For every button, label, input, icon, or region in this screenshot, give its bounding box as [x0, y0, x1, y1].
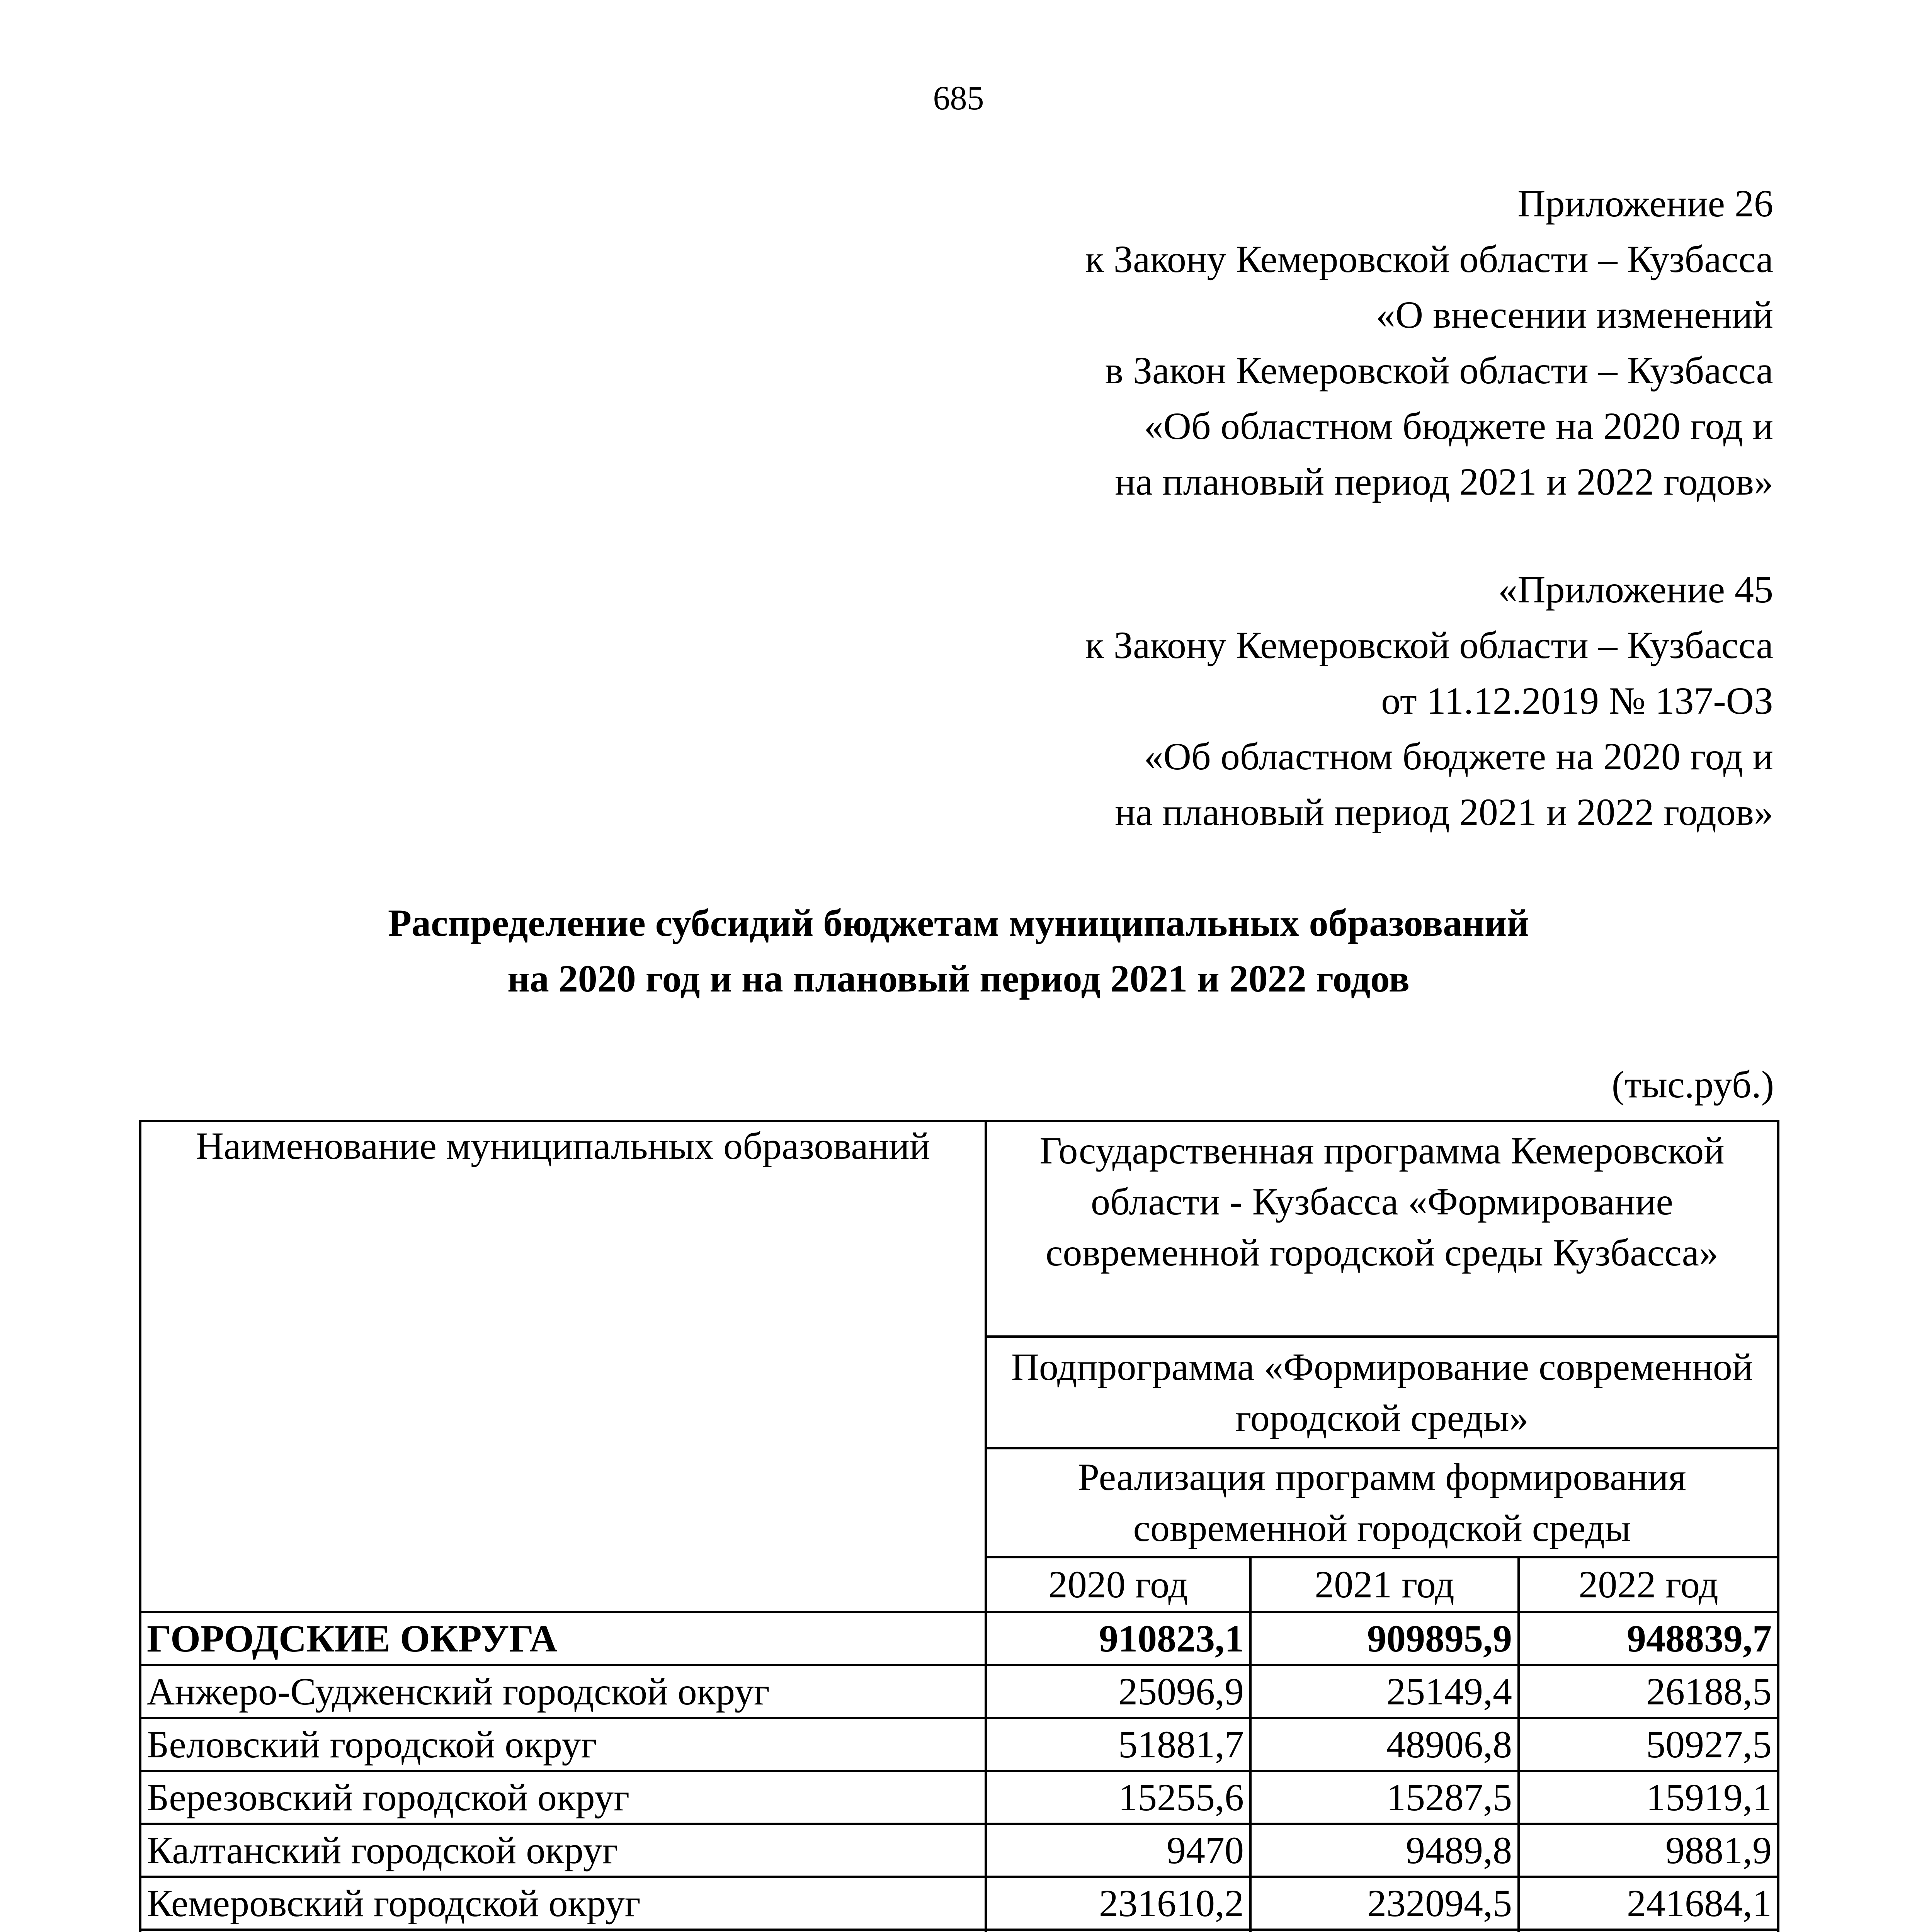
- municipality-name: Кемеровский городской округ: [140, 1877, 986, 1930]
- title-line: на 2020 год и на плановый период 2021 и 2022 годов: [507, 957, 1410, 1000]
- value-2021: 25149,4: [1250, 1665, 1519, 1718]
- title-line: Распределение субсидий бюджетам муниципальных образований: [388, 901, 1529, 944]
- subsidies-table: [139, 1120, 1779, 1932]
- value-2022: 50927,5: [1519, 1718, 1778, 1771]
- value-2022: [1519, 1930, 1778, 1932]
- appendix-line: к Закону Кемеровской области – Кузбасса: [1085, 238, 1773, 281]
- value-2021: 9489,8: [1250, 1824, 1519, 1877]
- table-row: [140, 1930, 1778, 1932]
- appendix-heading-current: [1085, 176, 1773, 510]
- value-2022: 26188,5: [1519, 1665, 1778, 1718]
- appendix-line: «Приложение 45: [1498, 568, 1773, 611]
- column-header-year-2022: 2022 год: [1519, 1557, 1778, 1612]
- appendix-line: «О внесении изменений: [1376, 293, 1773, 336]
- value-2020: 231610,2: [986, 1877, 1250, 1930]
- units-label: (тыс.руб.): [1611, 1063, 1774, 1106]
- appendix-line: в Закон Кемеровской области – Кузбасса: [1105, 349, 1773, 392]
- table-row: [140, 1771, 1778, 1824]
- table-row: [140, 1824, 1778, 1877]
- total-value-2021: 909895,9: [1250, 1612, 1519, 1665]
- column-header-program: Государственная программа Кемеровской области - Кузбасса «Формирование современной городской среды Кузбасса»: [986, 1121, 1778, 1337]
- value-2020: 25096,9: [986, 1665, 1250, 1718]
- value-2021: 48906,8: [1250, 1718, 1519, 1771]
- appendix-line: «Об областном бюджете на 2020 год и: [1144, 735, 1773, 778]
- page-number: 685: [933, 80, 984, 117]
- total-value-2020: 910823,1: [986, 1612, 1250, 1665]
- value-2020: 15255,6: [986, 1771, 1250, 1824]
- total-name: ГОРОДСКИЕ ОКРУГА: [140, 1612, 986, 1665]
- appendix-line: на плановый период 2021 и 2022 годов»: [1115, 791, 1773, 833]
- column-header-implementation: Реализация программ формирования современной городской среды: [986, 1448, 1778, 1557]
- value-2022: 241684,1: [1519, 1877, 1778, 1930]
- value-2022: 15919,1: [1519, 1771, 1778, 1824]
- appendix-heading-original: [1085, 562, 1773, 840]
- appendix-line: Приложение 26: [1517, 182, 1773, 225]
- document-title: [0, 895, 1917, 1007]
- municipality-name: Беловский городской округ: [140, 1718, 986, 1771]
- appendix-line: «Об областном бюджете на 2020 год и: [1144, 405, 1773, 447]
- column-header-subprogram: Подпрограмма «Формирование современной городской среды»: [986, 1337, 1778, 1448]
- table-row: [140, 1665, 1778, 1718]
- value-2021: [1250, 1930, 1519, 1932]
- municipality-name: Анжеро-Судженский городской округ: [140, 1665, 986, 1718]
- column-header-year-2020: 2020 год: [986, 1557, 1250, 1612]
- value-2021: 15287,5: [1250, 1771, 1519, 1824]
- total-row: [140, 1612, 1778, 1665]
- value-2020: [986, 1930, 1250, 1932]
- value-2022: 9881,9: [1519, 1824, 1778, 1877]
- table-row: [140, 1877, 1778, 1930]
- value-2020: 9470: [986, 1824, 1250, 1877]
- table-row: [140, 1718, 1778, 1771]
- total-value-2022: 948839,7: [1519, 1612, 1778, 1665]
- column-header-name: Наименование муниципальных образований: [140, 1121, 986, 1612]
- appendix-line: к Закону Кемеровской области – Кузбасса: [1085, 624, 1773, 667]
- value-2020: 51881,7: [986, 1718, 1250, 1771]
- column-header-year-2021: 2021 год: [1250, 1557, 1519, 1612]
- appendix-line: на плановый период 2021 и 2022 годов»: [1115, 460, 1773, 503]
- municipality-name: [140, 1930, 986, 1932]
- appendix-line: от 11.12.2019 № 137-ОЗ: [1381, 679, 1773, 722]
- municipality-name: Березовский городской округ: [140, 1771, 986, 1824]
- municipality-name: Калтанский городской округ: [140, 1824, 986, 1877]
- value-2021: 232094,5: [1250, 1877, 1519, 1930]
